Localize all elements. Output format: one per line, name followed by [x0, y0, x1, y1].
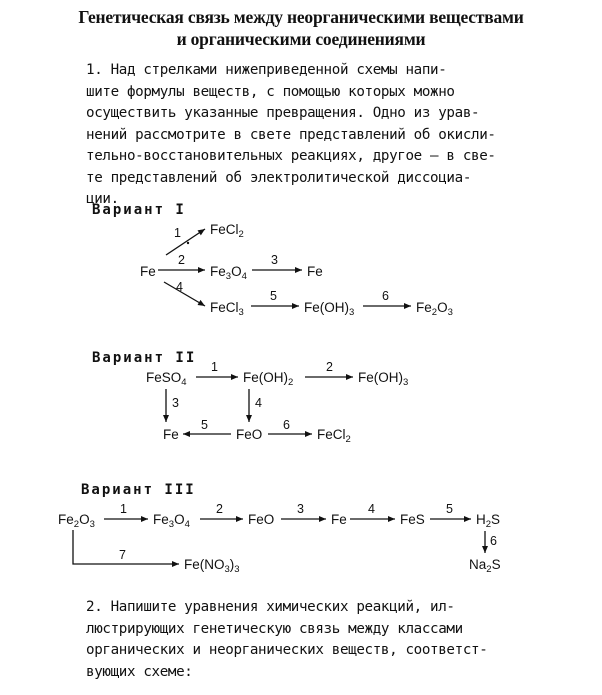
- v2-arrow-4-label: 4: [255, 396, 262, 410]
- v2-feo: FeO: [236, 427, 263, 442]
- v1-fecl2: FeCl$_2$: [210, 222, 244, 240]
- v1-feoh3: $Fe(OH)_3$: [304, 300, 355, 318]
- v2-feoh2: $Fe(OH)_2$: [243, 370, 294, 388]
- v3-fes: FeS: [400, 512, 425, 527]
- v3-feno33: $Fe(NO_3)_3$: [184, 557, 240, 575]
- v1-fe3o4: $Fe_3O_4$: [210, 264, 247, 282]
- v2-arrow-6-label: 6: [283, 418, 290, 432]
- variant-1-heading: Вариант I: [92, 202, 186, 218]
- task-1-text: 1. Над стрелками нижеприведенной схемы напи- шите формулы веществ, с помощью которых можно осуществить указанные превращения. Одно из урав- нений рассмотрите в свете представлений об окисли- тельно-восстановительных реакциях, другое — в све- те представлений об электролитической диссоциа- ции.: [86, 62, 496, 207]
- v3-fe: Fe: [331, 512, 347, 527]
- v2-arrow-1-label: 1: [211, 360, 218, 374]
- v3-arrow-4-label: 4: [368, 502, 375, 516]
- task-2-text: 2. Напишите уравнения химических реакций, ил- люстрирующих генетическую связь между классами органических и неорганических веществ, соответст- вующих схеме:: [86, 599, 488, 680]
- v1-dot: [187, 242, 189, 244]
- v3-arrow-1-label: 1: [120, 502, 127, 516]
- title-line-1: Генетическая связь между неорганическими веществами: [78, 7, 524, 27]
- variant-3-heading: Вариант III: [81, 482, 196, 498]
- v1-arrow-3-label: 3: [271, 253, 278, 267]
- v1-arrow-2-label: 2: [178, 253, 185, 267]
- v2-arrow-2-label: 2: [326, 360, 333, 374]
- v3-fe2o3: $Fe_2O_3$: [58, 512, 95, 530]
- v1-arrow-1: [166, 229, 205, 255]
- title-line-2: и органическими соединениями: [176, 29, 426, 49]
- v1-fe-end: Fe: [307, 264, 323, 279]
- v3-arrow-5-label: 5: [446, 502, 453, 516]
- v1-arrow-4: [164, 282, 205, 306]
- v3-arrow-7-label: 7: [119, 548, 126, 562]
- v2-fe: Fe: [163, 427, 179, 442]
- v2-feso4: FeSO$_4$: [146, 370, 187, 388]
- v2-fecl2: FeCl$_2$: [317, 427, 351, 445]
- v3-fe3o4: $Fe_3O_4$: [153, 512, 190, 530]
- v1-fe: Fe: [140, 264, 156, 279]
- v3-arrow-6-label: 6: [490, 534, 497, 548]
- v3-feo: FeO: [248, 512, 275, 527]
- v2-feoh3: $Fe(OH)_3$: [358, 370, 409, 388]
- v1-fe2o3: $Fe_2O_3$: [416, 300, 453, 318]
- v2-arrow-3-label: 3: [172, 396, 179, 410]
- v3-arrow-7: [73, 530, 179, 564]
- v1-arrow-1-label: 1: [174, 226, 181, 240]
- v3-arrow-3-label: 3: [297, 502, 304, 516]
- v1-fecl3: FeCl$_3$: [210, 300, 244, 318]
- variant-2-heading: Вариант II: [92, 350, 197, 366]
- v2-arrow-5-label: 5: [201, 418, 208, 432]
- v1-arrow-5-label: 5: [270, 289, 277, 303]
- v3-h2s: $H_2S$: [476, 512, 501, 530]
- v3-na2s: $Na_2S$: [469, 557, 501, 575]
- v3-arrow-2-label: 2: [216, 502, 223, 516]
- v1-arrow-4-label: 4: [176, 280, 183, 294]
- v1-arrow-6-label: 6: [382, 289, 389, 303]
